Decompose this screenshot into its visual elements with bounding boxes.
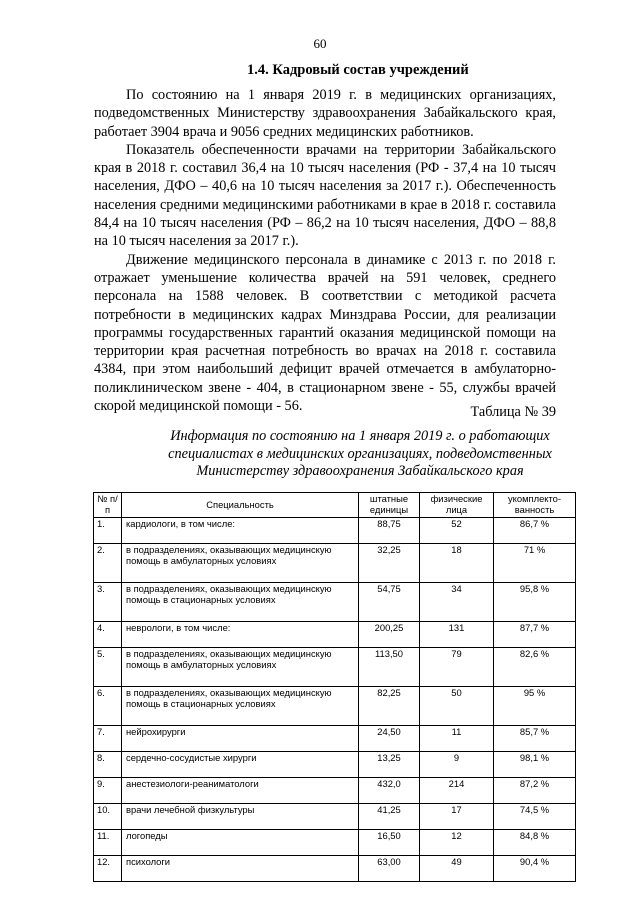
header-physical-persons: физические лица <box>420 493 494 518</box>
body-text <box>94 86 556 415</box>
cell-physical-persons: 17 <box>420 804 494 830</box>
cell-staffing: 95,8 % <box>494 583 576 622</box>
cell-specialty: в подразделениях, оказывающих медицинскую помощь в стационарных условиях <box>122 583 359 622</box>
cell-specialty: в подразделениях, оказывающих медицинскую помощь в стационарных условиях <box>122 687 359 726</box>
cell-num: 2. <box>94 544 122 583</box>
cell-physical-persons: 131 <box>420 622 494 648</box>
cell-staffing: 74,5 % <box>494 804 576 830</box>
cell-num: 1. <box>94 518 122 544</box>
table-row <box>94 856 576 882</box>
table-row <box>94 648 576 687</box>
cell-staff-units: 54,75 <box>359 583 420 622</box>
cell-specialty: неврологи, в том числе: <box>122 622 359 648</box>
table-caption: Информация по состоянию на 1 января 2019 г. о работающих специалистах в медицинских организациях, подведомственных Министерству здравоохранения Забайкальского края <box>168 428 552 479</box>
cell-physical-persons: 11 <box>420 726 494 752</box>
cell-specialty: сердечно-сосудистые хирурги <box>122 752 359 778</box>
cell-num: 6. <box>94 687 122 726</box>
header-staffing: укомплекто-ванность <box>494 493 576 518</box>
cell-staff-units: 200,25 <box>359 622 420 648</box>
table-body <box>94 518 576 882</box>
table-row <box>94 804 576 830</box>
cell-num: 5. <box>94 648 122 687</box>
cell-staff-units: 113,50 <box>359 648 420 687</box>
table-row <box>94 687 576 726</box>
cell-num: 9. <box>94 778 122 804</box>
cell-num: 7. <box>94 726 122 752</box>
cell-specialty: в подразделениях, оказывающих медицинскую помощь в амбулаторных условиях <box>122 648 359 687</box>
cell-staffing: 90,4 % <box>494 856 576 882</box>
cell-staff-units: 432,0 <box>359 778 420 804</box>
paragraph-staff-count: По состоянию на 1 января 2019 г. в медицинских организациях, подведомственных Министерству здравоохранения Забайкальского края, работает 3904 врача и 9056 средних медицинских работников. <box>94 87 556 140</box>
cell-physical-persons: 12 <box>420 830 494 856</box>
cell-staff-units: 16,50 <box>359 830 420 856</box>
cell-physical-persons: 214 <box>420 778 494 804</box>
cell-num: 8. <box>94 752 122 778</box>
cell-specialty: в подразделениях, оказывающих медицинскую помощь в амбулаторных условиях <box>122 544 359 583</box>
cell-specialty: нейрохирурги <box>122 726 359 752</box>
cell-staff-units: 63,00 <box>359 856 420 882</box>
cell-physical-persons: 34 <box>420 583 494 622</box>
cell-num: 11. <box>94 830 122 856</box>
cell-physical-persons: 79 <box>420 648 494 687</box>
cell-num: 3. <box>94 583 122 622</box>
header-specialty: Специальность <box>122 493 359 518</box>
paragraph-dynamics: Движение медицинского персонала в динамике с 2013 г. по 2018 г. отражает уменьшение количества врачей на 591 человек, среднего персонала на 1588 человек. В соответствии с методикой расчета потребности в медицинских кадрах Минздрава России, для реализации программы государственных гарантий оказания медицинской помощи на территории края расчетная потребность во врачах на 2018 г. составила 4384, при этом наибольший дефицит врачей отмечается в амбулаторно-поликлиническом звене - 404, в стационарном звене - 55, службы врачей скорой медицинской помощи - 56. <box>94 251 556 415</box>
cell-staffing: 95 % <box>494 687 576 726</box>
cell-staffing: 87,2 % <box>494 778 576 804</box>
cell-staffing: 82,6 % <box>494 648 576 687</box>
cell-physical-persons: 49 <box>420 856 494 882</box>
table-row <box>94 583 576 622</box>
cell-specialty: кардиологи, в том числе: <box>122 518 359 544</box>
page-number: 60 <box>313 36 327 51</box>
cell-num: 12. <box>94 856 122 882</box>
table-header-row <box>94 493 576 518</box>
cell-specialty: анестезиологи-реаниматологи <box>122 778 359 804</box>
cell-physical-persons: 18 <box>420 544 494 583</box>
cell-staff-units: 24,50 <box>359 726 420 752</box>
cell-staff-units: 32,25 <box>359 544 420 583</box>
section-heading: 1.4. Кадровый состав учреждений <box>247 62 469 78</box>
cell-physical-persons: 52 <box>420 518 494 544</box>
cell-specialty: врачи лечебной физкультуры <box>122 804 359 830</box>
cell-num: 10. <box>94 804 122 830</box>
cell-staff-units: 13,25 <box>359 752 420 778</box>
paragraph-provision: Показатель обеспеченности врачами на территории Забайкальского края в 2018 г. составил 36,4 на 10 тысяч населения (РФ - 37,4 на 10 тысяч населения, ДФО – 40,6 на 10 тысяч населения за 2017 г.). Обеспеченность населения средними медицинскими работниками в крае в 2018 г. составила 84,4 на 10 тысяч населения (РФ – 86,2 на 10 тысяч населения, ДФО – 88,8 на 10 тысяч населения за 2017 г.). <box>94 141 556 250</box>
cell-staff-units: 88,75 <box>359 518 420 544</box>
table-row <box>94 726 576 752</box>
cell-staff-units: 41,25 <box>359 804 420 830</box>
header-num: № п/п <box>94 493 122 518</box>
table-row <box>94 622 576 648</box>
cell-physical-persons: 9 <box>420 752 494 778</box>
table-row <box>94 544 576 583</box>
cell-staffing: 86,7 % <box>494 518 576 544</box>
table-row <box>94 518 576 544</box>
table-row <box>94 830 576 856</box>
cell-physical-persons: 50 <box>420 687 494 726</box>
table-row <box>94 752 576 778</box>
cell-staffing: 98,1 % <box>494 752 576 778</box>
cell-staffing: 87,7 % <box>494 622 576 648</box>
cell-staff-units: 82,25 <box>359 687 420 726</box>
cell-staffing: 84,8 % <box>494 830 576 856</box>
cell-specialty: психологи <box>122 856 359 882</box>
cell-num: 4. <box>94 622 122 648</box>
specialists-table <box>93 492 576 882</box>
table-row <box>94 778 576 804</box>
table-label: Таблица № 39 <box>470 404 556 420</box>
cell-specialty: логопеды <box>122 830 359 856</box>
header-staff-units: штатные единицы <box>359 493 420 518</box>
cell-staffing: 71 % <box>494 544 576 583</box>
cell-staffing: 85,7 % <box>494 726 576 752</box>
